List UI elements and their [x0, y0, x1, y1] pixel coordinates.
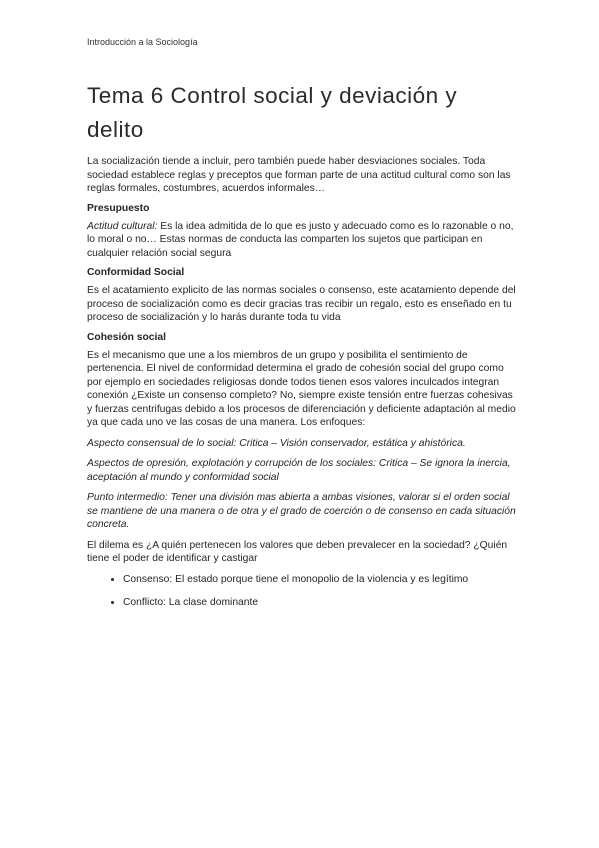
list-item: • Conflicto: La clase dominante	[123, 596, 519, 610]
section-heading-conformidad: Conformidad Social	[87, 267, 185, 278]
section-heading-cohesion: Cohesión social	[87, 331, 166, 343]
presupuesto-paragraph	[87, 220, 519, 261]
intro-paragraph: La socialización tiende a incluir, pero también puede haber desviaciones sociales. Toda sociedad establece reglas y preceptos que forman parte de una actitud cultural como son las reglas formales, costumbres, acuerdos informales…	[87, 156, 511, 194]
list-item: • Consenso: El estado porque tiene el monopolio de la violencia y es legítimo	[123, 573, 519, 587]
cohesion-paragraph: Es el mecanismo que une a los miembros de un grupo y posibilita el sentimiento de pertenencia. El nivel de conformidad determina el grado de cohesión social del grupo como por ejemplo en sociedades religiosas donde todos tienen esos valores inculcados integran conexión ¿Existe un consenso completo? No, siempre existe tensión entre fuerzas cohesivas y fuerzas centrifugas debido a los procesos de diferenciación y deficiente adaptación al medio ya que cada uno ve las cosas de una manera. Los enfoques:	[87, 349, 516, 428]
conformidad-paragraph: Es el acatamiento explicito de las normas sociales o consenso, este acatamiento depende del proceso de socialización como es decir gracias tras recibir un regalo, esto es enseñado en tu proceso de socialización y lo harás durante toda tu vida	[87, 285, 516, 323]
aspecto-opresion-paragraph: Aspectos de opresión, explotación y corrupción de los sociales: Critica – Se ignora la inercia, aceptación al mundo y conformidad social	[87, 458, 511, 483]
bullet-list	[87, 573, 519, 610]
page-header: Introducción a la Sociología	[87, 37, 198, 47]
dilema-paragraph: El dilema es ¿A quién pertenecen los valores que deben prevalecer en la sociedad? ¿Quién tiene el poder de identificar y castigar	[87, 539, 508, 564]
presupuesto-label: Actitud cultural:	[87, 220, 158, 232]
section-heading-presupuesto: Presupuesto	[87, 202, 150, 214]
aspecto-consensual-paragraph: Aspecto consensual de lo social: Critica – Visión conservador, estática y ahistórica.	[87, 437, 466, 449]
presupuesto-text: Es la idea admitida de lo que es justo y adecuado como es lo razonable o no, lo moral o no… Estas normas de conducta las comparten los sujetos que participan en cualquier relación social segura	[87, 220, 514, 259]
document-title: Tema 6 Control social y deviación y delito	[87, 83, 458, 142]
punto-intermedio-paragraph: Punto intermedio: Tener una división mas abierta a ambas visiones, valorar si el orden social se mantiene de una manera o de otra y el grado de coerción o de consenso en cada situación concreta.	[87, 492, 516, 530]
